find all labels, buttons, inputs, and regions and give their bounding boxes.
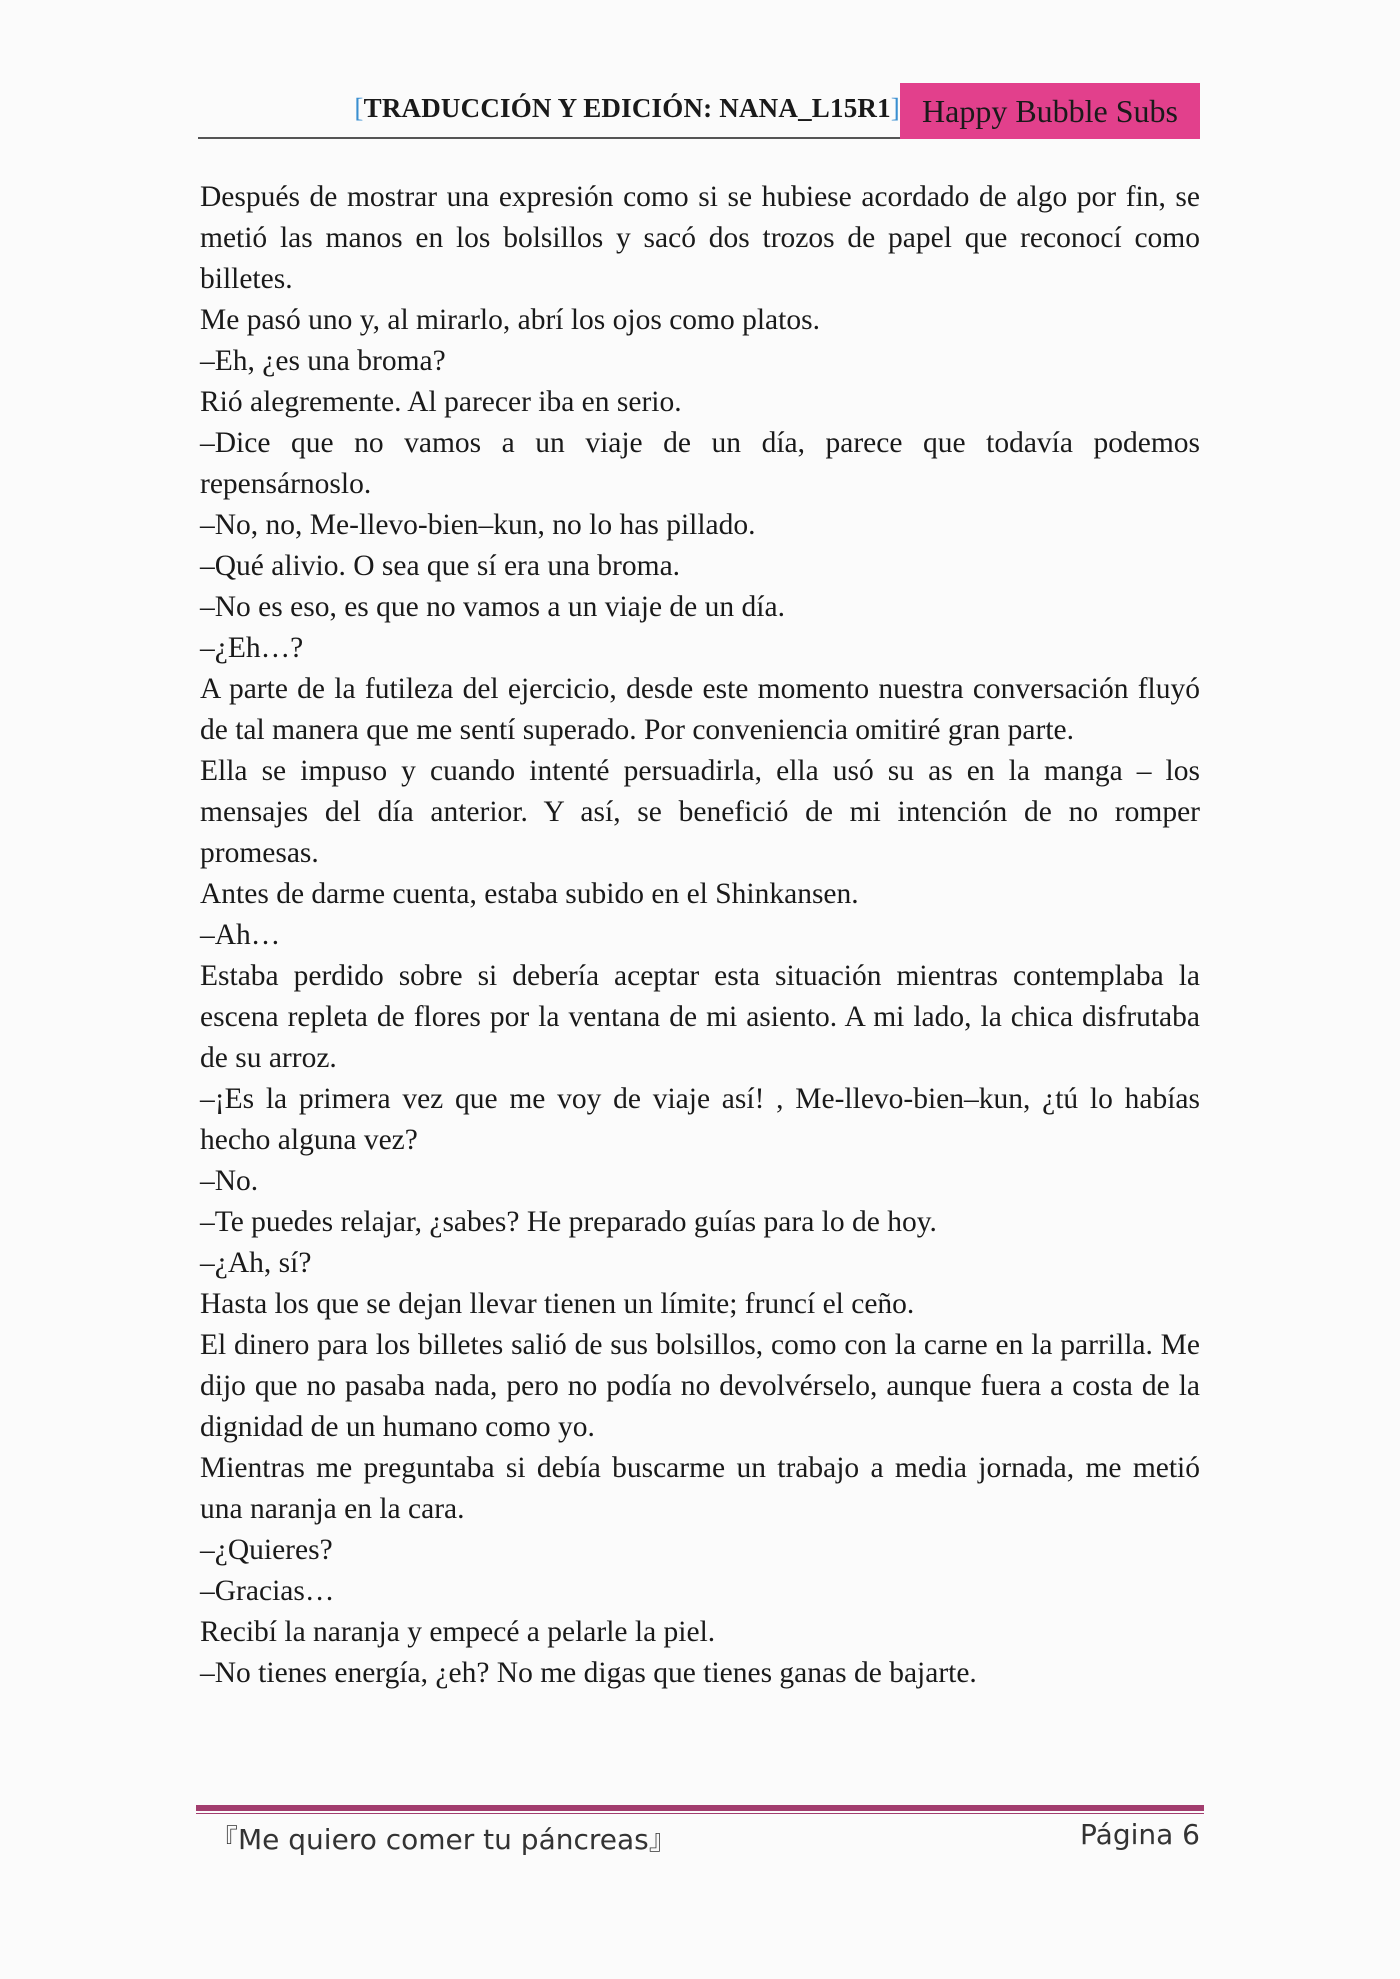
paragraph: –No.: [200, 1165, 259, 1197]
bracket-open: [: [354, 93, 364, 123]
paragraph: Me pasó uno y, al mirarlo, abrí los ojos como platos.: [200, 304, 820, 336]
paragraph: –No, no, Me-llevo-bien–kun, no lo has pillado.: [200, 509, 756, 541]
book-title: 『Me quiero comer tu páncreas』: [210, 1823, 677, 1856]
page-header: [198, 83, 1200, 139]
paragraph: –Qué alivio. O sea que sí era una broma.: [200, 550, 681, 582]
paragraph: –¿Eh…?: [200, 632, 304, 664]
paragraph: –Eh, ¿es una broma?: [200, 345, 446, 377]
paragraph: El dinero para los billetes salió de sus bolsillos, como con la carne en la parrilla. Me dijo que no pasaba nada, pero no podía no devolvérselo, aunque fuera a costa de la dignidad de un humano como yo.: [200, 1329, 1200, 1443]
paragraph: Ella se impuso y cuando intenté persuadirla, ella usó su as en la manga – los mensajes del día anterior. Y así, se benefició de mi intención de no romper promesas.: [200, 755, 1200, 869]
header-divider: [198, 137, 900, 139]
footer-divider-thin: [196, 1813, 1204, 1814]
paragraph: –Te puedes relajar, ¿sabes? He preparado guías para lo de hoy.: [200, 1206, 937, 1238]
paragraph: –No tienes energía, ¿eh? No me digas que tienes ganas de bajarte.: [200, 1657, 977, 1689]
paragraph: Rió alegremente. Al parecer iba en serio.: [200, 386, 682, 418]
paragraph: Mientras me preguntaba si debía buscarme un trabajo a media jornada, me metió una naranja en la cara.: [200, 1452, 1200, 1525]
paragraph: –Gracias…: [200, 1575, 335, 1607]
paragraph: Estaba perdido sobre si debería aceptar esta situación mientras contemplaba la escena repleta de flores por la ventana de mi asiento. A mi lado, la chica disfrutaba de su arroz.: [200, 960, 1200, 1074]
paragraph: –¡Es la primera vez que me voy de viaje así! , Me-llevo-bien–kun, ¿tú lo habías hecho alguna vez?: [200, 1083, 1200, 1156]
paragraph: Recibí la naranja y empecé a pelarle la piel.: [200, 1616, 716, 1648]
credit-text: TRADUCCIÓN Y EDICIÓN: NANA_L15R1: [363, 93, 891, 123]
group-badge: Happy Bubble Subs: [900, 83, 1200, 139]
paragraph: A parte de la futileza del ejercicio, desde este momento nuestra conversación fluyó de tal manera que me sentí superado. Por conveniencia omitiré gran parte.: [200, 673, 1200, 746]
paragraph: Después de mostrar una expresión como si se hubiese acordado de algo por fin, se metió las manos en los bolsillos y sacó dos trozos de papel que reconocí como billetes.: [200, 181, 1200, 295]
paragraph: –¿Quieres?: [200, 1534, 333, 1566]
page-number: Página 6: [1080, 1818, 1200, 1851]
page-body: [200, 177, 1200, 1694]
paragraph: Antes de darme cuenta, estaba subido en el Shinkansen.: [200, 878, 859, 910]
paragraph: –Ah…: [200, 919, 281, 951]
paragraph: –No es eso, es que no vamos a un viaje de un día.: [200, 591, 785, 623]
paragraph: Hasta los que se dejan llevar tienen un límite; fruncí el ceño.: [200, 1288, 915, 1320]
bracket-close: ]: [890, 93, 900, 123]
paragraph: –Dice que no vamos a un viaje de un día, parece que todavía podemos repensárnoslo.: [200, 427, 1200, 500]
footer-divider: [196, 1805, 1204, 1811]
translation-credit: [354, 93, 900, 124]
paragraph: –¿Ah, sí?: [200, 1247, 312, 1279]
